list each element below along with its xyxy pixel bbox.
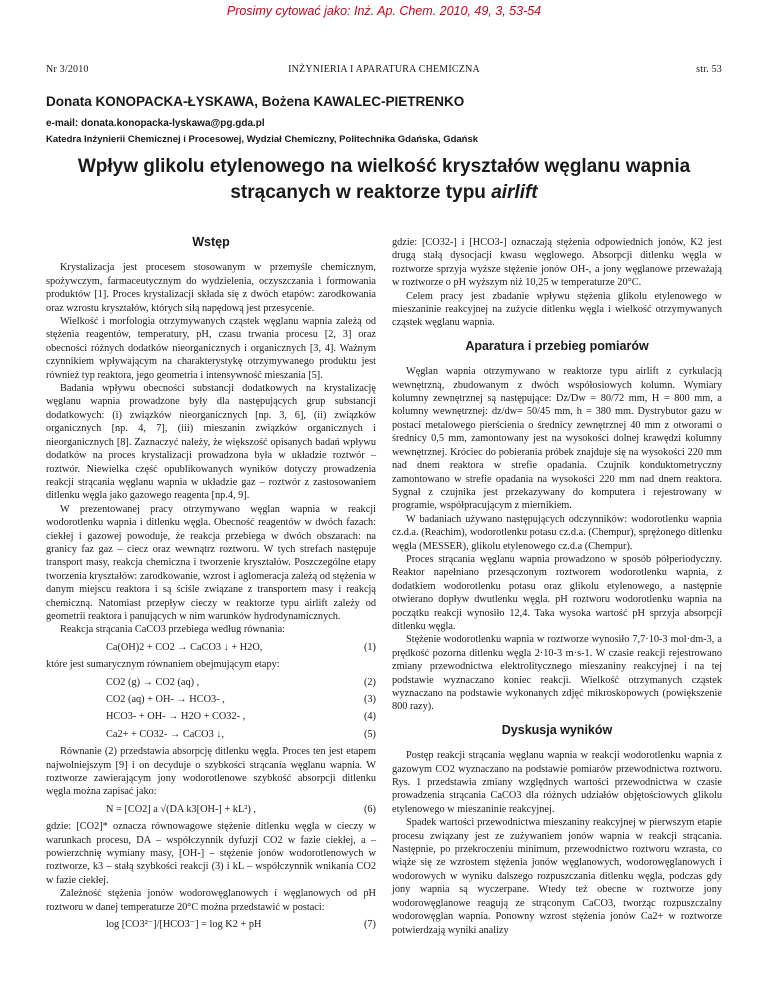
paragraph: gdzie: [CO32-] i [HCO3-] oznaczają stężenia odpowiednich jonów, K2 jest drugą stałą dysocjacji kwasu węglowego. Absorpcji ditlenku węgla w roztworze sprzyja wyższe stężenie jonów OH-, a jony węglanowe przeważają w roztworze o pH wyższym niż 10,25 w temperaturze 20°C. — [392, 237, 722, 289]
paragraph: Zależność stężenia jonów wodorowęglanowych i węglanowych od pH roztworu w danej temperaturze 20°C można przedstawić w postaci: — [46, 888, 376, 913]
paragraph: gdzie: [CO2]* oznacza równowagowe stężenie ditlenku węgla w cieczy w warunkach procesu, DA – współczynnik dyfuzji CO2 w fazie ciekłej, a – powierzchnię wymiany masy, [OH-] – stężenie jonów wodorotlenowych w roztworze, k3 – stałą szybkości reakcji (3) i kL – współczynnik wnikania CO2 w fazie ciekłej. — [46, 821, 376, 886]
paragraph: W prezentowanej pracy otrzymywano węglan wapnia w reakcji wodorotlenku wapnia i ditlenku węgla. Obecność reagentów w dwóch fazach: ciekłej i gazowej powoduje, że reakcja przebiega w dwóch obszarach: na granicy faz gaz – ciecz oraz wewnątrz roztworu. W tych strefach następuje transport masy, reakcja chemiczna i tworzenie kryształów. Poszczególne etapy tworzenia kryształów: zarodkowanie, wzrost i aglomeracja zależą od stężenia w danym miejscu reaktora i są ściśle związane z transportem masy i reakcją chemiczną. Natomiast przepływ cieczy w reaktorze typu airlift zależy od geometrii reaktora i panujących w nim warunków hydrodynamicznych. — [46, 503, 376, 622]
paragraph: które jest sumarycznym równaniem obejmującym etapy: — [46, 659, 280, 671]
paragraph: Reakcja strącania CaCO3 przebiega według równania: — [60, 624, 286, 636]
equation-5: Ca2+ + CO32- → CaCO3 ↓, (5) — [106, 728, 376, 740]
citation-banner: Prosimy cytować jako: Inż. Ap. Chem. 2010, 49, 3, 53-54 — [226, 4, 542, 18]
paragraph: Węglan wapnia otrzymywano w reaktorze typu airlift z cyrkulacją wewnętrzną, zbudowanym z dwóch współosiowych kolumn. Wymiary kolumny zewnętrznej są następujące: Dz/Dw = 80/72 mm, H = 800 mm, a kolumny wewnętrznej: dz/dw= 50/45 mm, h = 380 mm. Dystrybutor gazu w postaci metalowego pierścienia o średnicy zewnętrznej 40 mm z otworami o średnicy 0,5 mm, zamontowany jest na wysokości dolnej krawędzi kolumny wewnętrznej. Króciec do pobierania próbek znajduje się na wysokości 220 mm nad dnem reaktora w strefie opadania. Czujnik konduktometryczny zamontowano w strefie opadania na wysokości 220 mm nad dnem reaktora. Sygnał z czujnika jest przekazywany do komputera i rejestrowany w programie, współpracującym z miernikiem. — [392, 366, 722, 512]
paragraph: Spadek wartości przewodnictwa mieszaniny reakcyjnej w pierwszym etapie procesu związany jest ze zużywaniem jonów wapnia w reakcji strącania. Następnie, po przekroczeniu minimum, przewodnictwo roztworu wzrasta, co wiąże się ze wzrostem stężenia jonów węglanowych, wodorowęglanowych i wodorowych w wyniku dalszego rozpuszczania ditlenku węgla, podczas gdy jony wapnia są wyczerpane. Wtedy też obecne w roztworze jony wodorowęglanowe reagują ze strąconym CaCO3, tworząc rozpuszczalny wodorowęglan wapnia. Ponowny wzrost stężenia jonów Ca2+ w roztworze potwierdzają wyniki analizy — [392, 817, 722, 936]
equation-4: HCO3- + OH- → H2O + CO32- , (4) — [106, 711, 376, 723]
left-column — [46, 236, 376, 936]
paragraph: W badaniach używano następujących odczynników: wodorotlenku wapnia cz.d.a. (Reachim), wodorotlenku potasu cz.d.a. (Chempur), sprężonego ditlenku węgla (MESSER), glikolu etylenowego cz.d.a (Chempur). — [392, 513, 722, 552]
section-heading-discussion: Dyskusja wyników — [501, 722, 613, 737]
paragraph: Równanie (2) przedstawia absorpcję ditlenku węgla. Proces ten jest etapem najwolniejszym [9] i on decyduje o szybkości strącania węglanu wapnia. W roztworze zawierającym jony wodorotlenowe szybkość absorpcji ditlenku węgla można zapisać jako: — [46, 746, 376, 798]
paragraph: Proces strącania węglanu wapnia prowadzono w sposób półperiodyczny. Reaktor napełniano przesączonym roztworem wodorotlenku wapnia, z dodatkiem wodorotlenku potasu oraz glikolu etylenowego, a następnie otwierano dopływ dwutlenku węgla. pH roztworu wodorotlenku wapnia na początku reakcji wynosiło 12,4. Taka wysoka wartość pH sprzyja absorpcji ditlenku węgla. — [392, 553, 722, 632]
affiliation: Katedra Inżynierii Chemicznej i Procesowej, Wydział Chemiczny, Politechnika Gdańska, Gdańsk — [46, 134, 479, 145]
email: e-mail: donata.konopacka-lyskawa@pg.gda.pl — [46, 118, 265, 129]
section-heading-intro: Wstęp — [192, 235, 230, 249]
equation-1: Ca(OH)2 + CO2 → CaCO3 ↓ + H2O, (1) — [106, 641, 376, 653]
page-number: str. 53 — [696, 64, 722, 75]
paragraph: Celem pracy jest zbadanie wpływu stężenia glikolu etylenowego w mieszaninie reakcyjnej na zużycie ditlenku węgla i wielkość otrzymywanych cząstek węglanu wapnia. — [392, 290, 722, 329]
title-italic: airlift — [491, 182, 538, 203]
paragraph: Krystalizacja jest procesem stosowanym w przemyśle chemicznym, spożywczym, farmaceutycznym do wydzielenia, oczyszczania i formowania produktów [1]. Proces krystalizacji składa się z dwóch etapów: zarodkowania oraz wzrostu kryształów, których siłą napędową jest przesycenie. — [46, 262, 376, 314]
equation-3: CO2 (aq) + OH- → HCO3- , (3) — [106, 694, 376, 705]
paragraph: Wielkość i morfologia otrzymywanych cząstek węglanu wapnia zależą od stężenia reagentów, temperatury, pH, czasu trwania procesu [2, 3] oraz obecności różnych dodatków nieorganicznych i organicznych [3, 4]. Ważnym czynnikiem wpływającym na charakterystykę otrzymywanego produktu jest również typ reaktora, jego geometria i intensywność mieszania [5]. — [46, 316, 376, 381]
authors: Donata KONOPACKA-ŁYSKAWA, Bożena KAWALEC-PIETRENKO — [46, 94, 465, 109]
paragraph: Stężenie wodorotlenku wapnia w roztworze wynosiło 7,7·10-3 mol·dm-3, a prędkość pozorna ditlenku węgla 2·10-3 m·s-1. W czasie reakcji rejestrowano zmiany przewodnictwa elektrolitycznego mieszaniny reakcyjnej i na tej podstawie wyznaczano koniec reakcji. Wielkość otrzymanych cząstek wyznaczano na podstawie wykonanych zdjęć mikroskopowych (powiększenie 800 razy). — [392, 634, 722, 713]
issue-number: Nr 3/2010 — [46, 64, 89, 75]
paragraph: Badania wpływu obecności substancji dodatkowych na krystalizację węglanu wapnia prowadzone były dla następujących grup substancji dodatkowych: (i) związków nieorganicznych [np. 3, 6], (ii) związków organicznych [np. 4, 7], (iii) mieszanin związków organicznych i nieorganicznych [8]. Zaznaczyć należy, że większość opisanych badań wpływu dodatków na proces krystalizacji prowadzona była w układzie roztwór – roztwór. Niewielka część opublikowanych wyników dotyczy prowadzenia reakcji strącania węglanu wapnia w układzie gaz – roztwór z zastosowaniem ditlenku węgla jako gazowego reagenta [np.4, 9]. — [46, 383, 376, 502]
journal-name: INŻYNIERIA I APARATURA CHEMICZNA — [288, 64, 480, 75]
title-main: Wpływ glikolu etylenowego na wielkość kryształów węglanu wapnia strącanych w reaktorze typu — [77, 156, 691, 203]
right-column — [392, 236, 722, 937]
section-heading-apparatus: Aparatura i przebieg pomiarów — [465, 338, 649, 353]
paragraph: Postęp reakcji strącania węglanu wapnia w reakcji wodorotlenku wapnia z gazowym CO2 wyznaczano na podstawie pomiarów przewodnictwa roztworu. Rys. 1 przedstawia zmiany względnych wartości przewodnictwa w czasie prowadzenia strącania CaCO3 dla różnych udziałów objętościowych glikolu etylenowego w mieszaninie reakcyjnej. — [392, 750, 722, 815]
equation-7: log [CO3²⁻]/[HCO3⁻] = log K2 + pH (7) — [106, 919, 376, 931]
equation-6: N = [CO2] a √(DA k3[OH-] + kL²) , (6) — [106, 803, 376, 815]
article-title — [60, 154, 708, 206]
equation-2: CO2 (g) → CO2 (aq) , (2) — [106, 676, 376, 688]
